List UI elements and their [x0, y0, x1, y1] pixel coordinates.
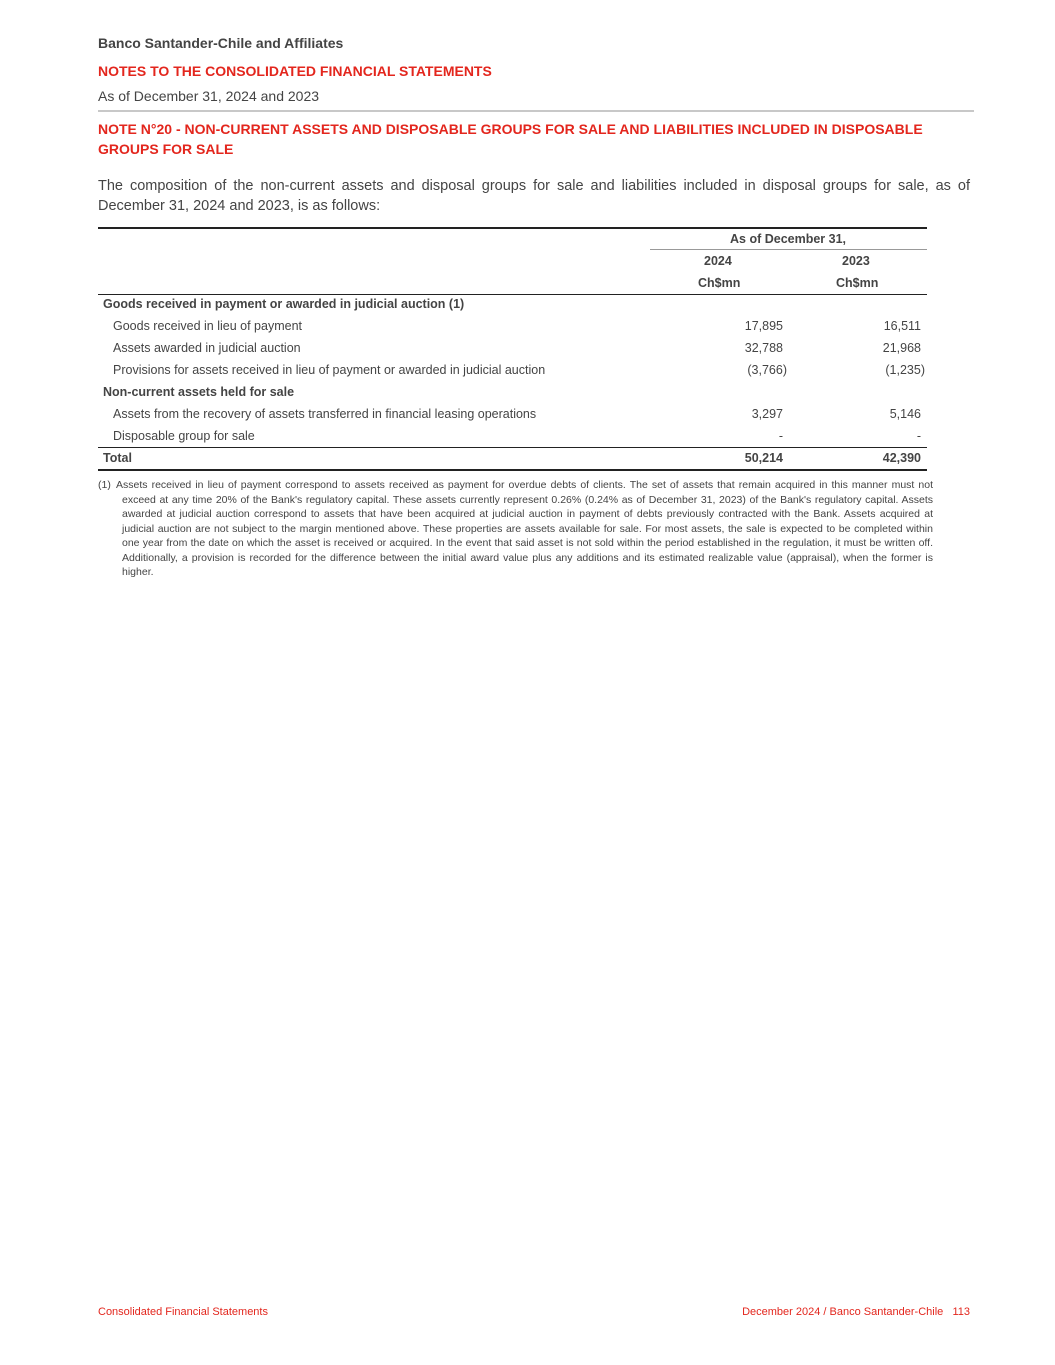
table-row: [98, 404, 927, 426]
table-row: [98, 316, 927, 338]
row-label: Assets from the recovery of assets transferred in financial leasing operations: [113, 407, 537, 421]
unit-header-2024: Ch$mn: [698, 276, 741, 290]
section-label: Goods received in payment or awarded in judicial auction (1): [103, 297, 465, 311]
table-row: [98, 360, 927, 382]
total-label: Total: [103, 451, 132, 465]
footer-title: Consolidated Financial Statements: [98, 1306, 268, 1318]
value-2024: 32,788: [744, 341, 783, 355]
value-2023: 21,968: [882, 341, 921, 355]
footer-right: [742, 1306, 970, 1318]
year-header-2024: 2024: [704, 254, 732, 268]
footnote-text: Assets received in lieu of payment correspond to assets received as payment for overdue debts of clients. The set of assets that remain acquired in this manner must not exceed at any time 20% of the Bank's regulatory capital. These assets currently represent 0.26% (0.24% as of December 31, 2023) of the Bank's regulatory capital. Assets awarded at judicial auction correspond to assets that have been acquired at judicial auction in payment of debts previously contracted with the Bank. Assets acquired at judicial auction are not subject to the margin mentioned above. These properties are assets available for sale. For most assets, the sale is expected to be completed within one year from the date on which the asset is received or acquired. In the event that said asset is not sold within the period established in the regulation, it must be written off. Additionally, a provision is recorded for the difference between the initial award value plus any additions and its estimated realizable value (appraisal), when the former is higher.: [116, 479, 933, 578]
group-header: As of December 31,: [730, 232, 847, 246]
note-intro: The composition of the non-current assets and disposal groups for sale and liabilities included in disposal groups for sale, as of December 31, 2024 and 2023, is as follows:: [98, 178, 970, 214]
section-row: [98, 294, 927, 316]
row-label: Assets awarded in judicial auction: [113, 341, 301, 355]
table-bottom-rule: [98, 469, 927, 471]
footnote-mark: (1): [98, 479, 111, 491]
section-title: NOTES TO THE CONSOLIDATED FINANCIAL STATEMENTS: [98, 63, 492, 79]
note-title: NOTE N°20 - NON-CURRENT ASSETS AND DISPOSABLE GROUPS FOR SALE AND LIABILITIES INCLUDED IN DISPOSABLE GROUPS FOR SALE: [98, 121, 923, 157]
value-2024: 17,895: [744, 319, 783, 333]
table-top-rule: [98, 227, 927, 229]
section-label: Non-current assets held for sale: [103, 385, 295, 399]
unit-header-2023: Ch$mn: [836, 276, 879, 290]
page-number: 113: [952, 1306, 970, 1318]
value-2023: 5,146: [889, 407, 921, 421]
footer-source: December 2024 / Banco Santander-Chile: [742, 1306, 944, 1318]
footnote: [98, 478, 933, 580]
table-row: [98, 338, 927, 360]
group-header-rule: [650, 249, 927, 250]
table-row: [98, 426, 927, 448]
row-label: Disposable group for sale: [113, 429, 255, 443]
value-2023: -: [916, 429, 921, 443]
total-2024: 50,214: [744, 451, 783, 465]
total-2023: 42,390: [882, 451, 921, 465]
value-2023: (1,235): [885, 363, 925, 377]
header-divider: [98, 110, 974, 112]
value-2024: -: [778, 429, 783, 443]
value-2023: 16,511: [883, 319, 921, 333]
value-2024: (3,766): [747, 363, 787, 377]
company-name: Banco Santander-Chile and Affiliates: [98, 35, 344, 51]
row-label: Provisions for assets received in lieu of payment or awarded in judicial auction: [113, 363, 546, 377]
row-label: Goods received in lieu of payment: [113, 319, 302, 333]
value-2024: 3,297: [751, 407, 783, 421]
period-subtitle: As of December 31, 2024 and 2023: [98, 88, 320, 104]
section-row: [98, 382, 927, 404]
year-header-2023: 2023: [842, 254, 870, 268]
total-row: [98, 448, 927, 470]
